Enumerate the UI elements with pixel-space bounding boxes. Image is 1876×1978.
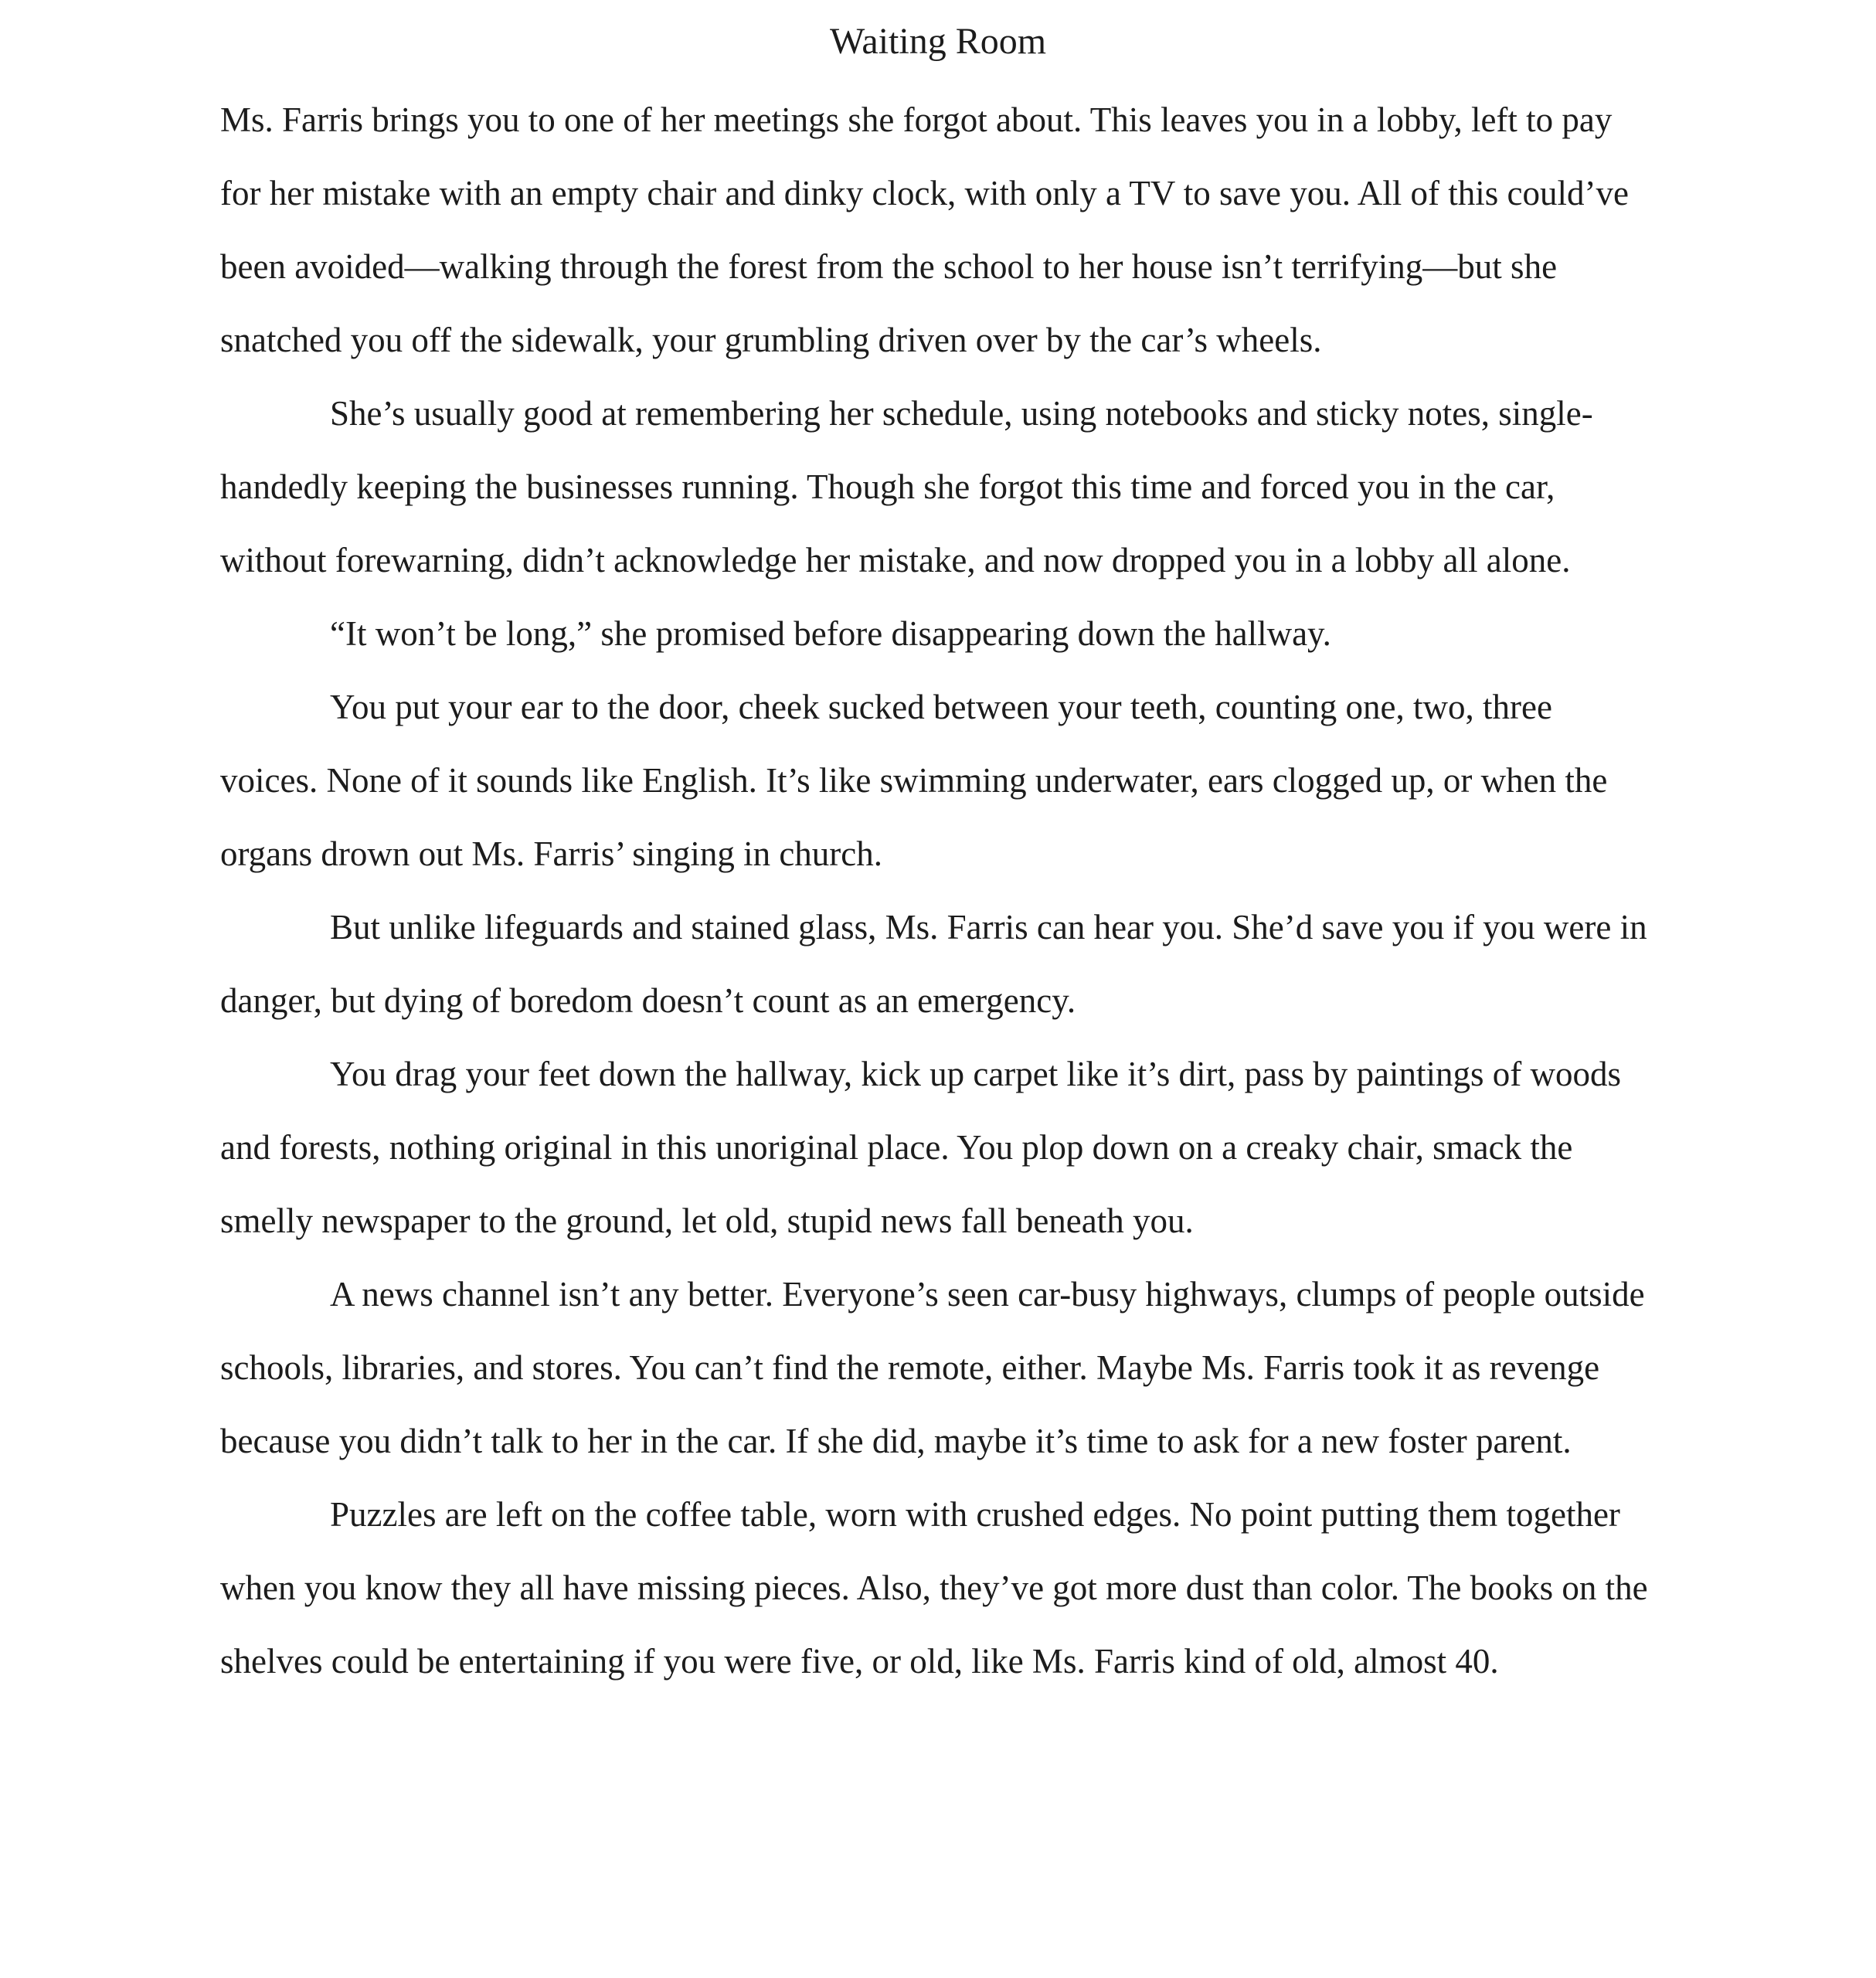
document-body [220, 83, 1657, 1698]
paragraph-6: You drag your feet down the hallway, kick up carpet like it’s dirt, pass by paintings of woods and forests, nothing original in this unoriginal place. You plop down on a creaky chair, smack the smelly newspaper to the ground, let old, stupid news fall beneath you. [220, 1055, 1621, 1240]
paragraph-1: Ms. Farris brings you to one of her meetings she forgot about. This leaves you in a lobby, left to pay for her mistake with an empty chair and dinky clock, with only a TV to save you. All of this could’ve been avoided—walking through the forest from the school to her house isn’t terrifying—but she snatched you off the sidewalk, your grumbling driven over by the car’s wheels. [220, 100, 1629, 359]
paragraph-5: But unlike lifeguards and stained glass, Ms. Farris can hear you. She’d save you if you were in danger, but dying of boredom doesn’t count as an emergency. [220, 908, 1647, 1020]
paragraph-8: Puzzles are left on the coffee table, worn with crushed edges. No point putting them together when you know they all have missing pieces. Also, they’ve got more dust than color. The books on the shelves could be entertaining if you were five, or old, like Ms. Farris kind of old, almost 40. [220, 1495, 1648, 1681]
paragraph-2: She’s usually good at remembering her schedule, using notebooks and sticky notes, single-handedly keeping the businesses running. Though she forgot this time and forced you in the car, without forewarning, didn’t acknowledge her mistake, and now dropped you in a lobby all alone. [220, 394, 1593, 579]
paragraph-4: You put your ear to the door, cheek sucked between your teeth, counting one, two, three voices. None of it sounds like English. It’s like swimming underwater, ears clogged up, or when the organs drown out Ms. Farris’ singing in church. [220, 688, 1608, 873]
paragraph-3: “It won’t be long,” she promised before disappearing down the hallway. [330, 614, 1331, 653]
paragraph-7: A news channel isn’t any better. Everyone’s seen car-busy highways, clumps of people outside schools, libraries, and stores. You can’t find the remote, either. Maybe Ms. Farris took it as revenge because you didn’t talk to her in the car. If she did, maybe it’s time to ask for a new foster parent. [220, 1275, 1645, 1460]
document-title: Waiting Room [829, 21, 1047, 62]
